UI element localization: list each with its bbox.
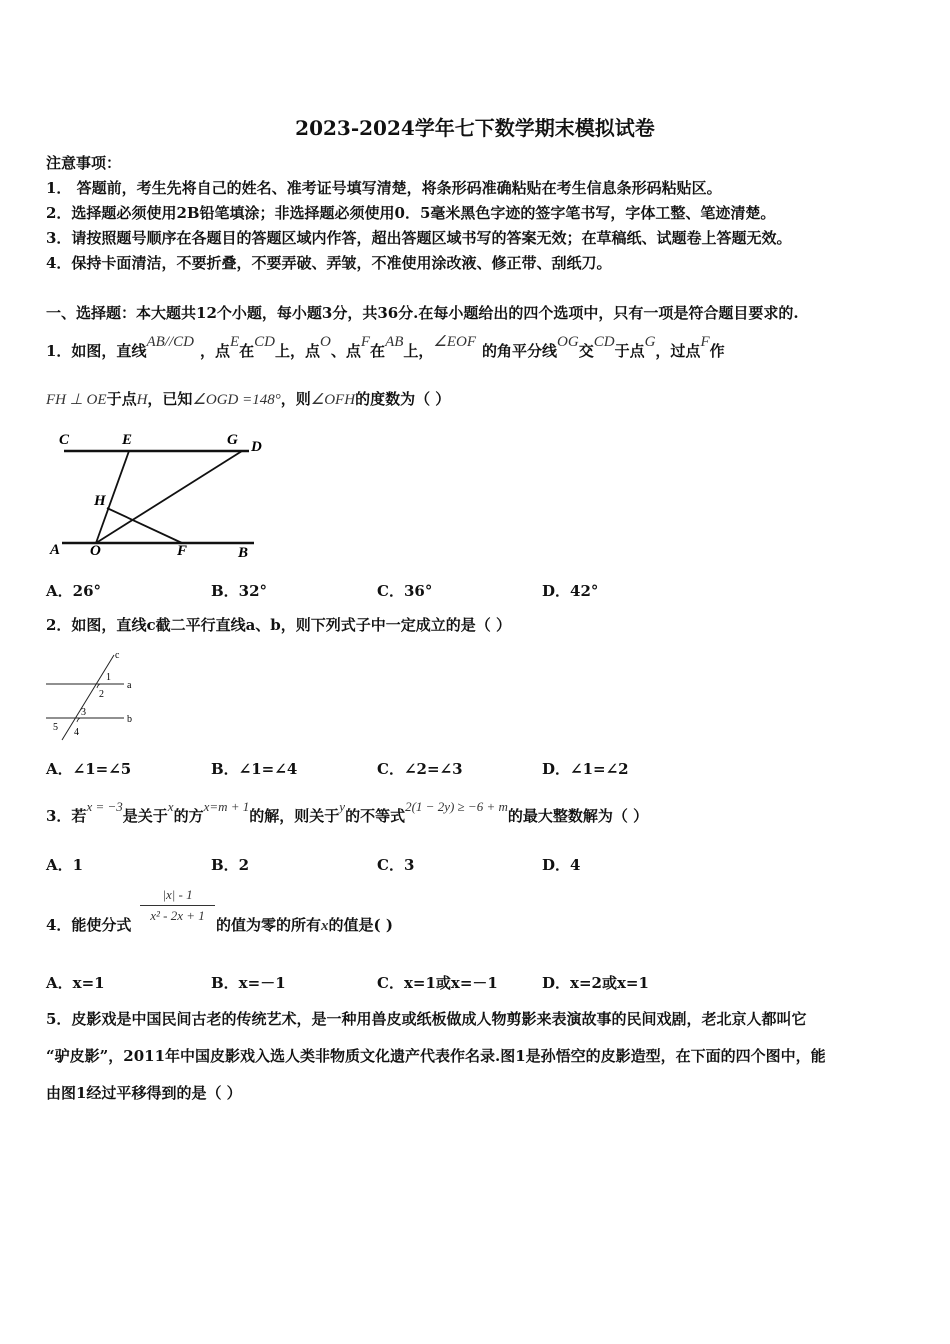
q3-option-d: D．4 [542, 856, 581, 874]
angle-arc-2 [97, 684, 100, 688]
q1-text: 于点 [106, 390, 137, 408]
q1-math: OG [557, 334, 579, 350]
q1-option-b: B．32° [211, 582, 268, 600]
label-a: A [50, 542, 61, 558]
q1-math: AB [385, 334, 404, 350]
q4-text: 的值是( ) [328, 916, 393, 934]
q4-option-a: A．x=1 [46, 974, 105, 992]
q1-math: ∠OGD =148° [192, 392, 281, 408]
q3-option-b: B．2 [211, 856, 250, 874]
q1-line1 [46, 334, 725, 361]
q2-figure [42, 650, 147, 742]
q3-math: 2(1 − 2y) ≥ −6 + m [405, 799, 508, 814]
q1-math: F [360, 334, 371, 350]
label-c: c [115, 650, 120, 661]
q1-text: ，则 [280, 390, 311, 408]
q1-text: 1．如图，直线 [46, 342, 147, 360]
q3-math: x=m + 1 [203, 799, 250, 814]
q4-numerator: |x| - 1 [140, 886, 215, 906]
note-item-4: 4．保持卡面清洁，不要折叠，不要弄破、弄皱，不准使用涂改液、修正带、刮纸刀。 [46, 254, 612, 272]
label-b: B [238, 545, 249, 561]
q1-option-c: C．36° [377, 582, 433, 600]
label-e: E [122, 432, 133, 448]
q1-math: H [136, 392, 148, 408]
q3-text: 3．若 [46, 807, 87, 825]
q1-math: F [700, 334, 710, 350]
label-3: 3 [81, 707, 86, 718]
label-d: D [251, 439, 262, 455]
q3-option-c: C．3 [377, 856, 415, 874]
q3-math: y [339, 799, 346, 814]
q4-option-c: C．x=1或x=－1 [377, 974, 498, 992]
q1-math: ∠EOF [433, 334, 477, 350]
label-h: H [94, 493, 106, 509]
q4-text-2 [216, 914, 393, 935]
page-title: 2023-2024学年七下数学期末模拟试卷 [295, 116, 655, 140]
label-b: b [127, 714, 132, 725]
q3-math: x [167, 799, 174, 814]
note-item-1: 1． 答题前，考生先将自己的姓名、准考证号填写清楚，将条形码准确粘贴在考生信息条形码粘贴区。 [46, 179, 722, 197]
q1-math: ∠OFH [310, 392, 356, 408]
q5-line-1: 5．皮影戏是中国民间古老的传统艺术，是一种用兽皮或纸板做成人物剪影来表演故事的民间戏剧，老北京人都叫它 [46, 1010, 807, 1028]
notes-heading: 注意事项： [46, 154, 122, 172]
q1-math: E [229, 334, 240, 350]
q1-text: 在 [239, 342, 255, 360]
q3-text: 的最大整数解为（ ） [507, 807, 649, 825]
q2-option-b: B．∠1=∠4 [211, 760, 298, 778]
label-g: G [227, 432, 238, 448]
q1-text: 上， [403, 342, 434, 360]
q1-math: FH ⊥ OE [46, 392, 107, 408]
q2-text: 2．如图，直线c截二平行直线a、b，则下列式子中一定成立的是（ ） [46, 616, 512, 634]
q5-line-2: “驴皮影”，2011年中国皮影戏入选人类非物质文化遗产代表作名录.图1是孙悟空的皮影造型，在下面的四个图中，能 [46, 1047, 826, 1065]
q1-math: G [644, 334, 656, 350]
angle-arc-3 [77, 718, 80, 722]
q3-text: 的方 [173, 807, 204, 825]
q4-option-d: D．x=2或x=1 [542, 974, 649, 992]
label-a: a [127, 680, 132, 691]
q4-math: x [321, 918, 329, 934]
q1-text: 作 [709, 342, 725, 360]
q3-line [46, 799, 649, 826]
line-og [96, 451, 242, 543]
q4-denominator: x² - 2x + 1 [150, 908, 205, 923]
q2-option-a: A．∠1=∠5 [46, 760, 132, 778]
q1-text: ，过点 [655, 342, 701, 360]
label-c: C [59, 432, 70, 448]
q1-figure [44, 428, 284, 563]
label-4: 4 [74, 727, 79, 738]
label-5: 5 [53, 722, 58, 733]
q3-text: 的解，则关于 [249, 807, 340, 825]
section-heading: 一、选择题：本大题共12个小题，每小题3分，共36分.在每小题给出的四个选项中，只有一项是符合题目要求的. [46, 304, 799, 322]
q1-text: ，点 [199, 342, 230, 360]
q1-option-a: A．26° [46, 582, 102, 600]
q4-text-1: 4．能使分式 [46, 916, 132, 934]
q1-text: 上，点 [275, 342, 321, 360]
q2-option-d: D．∠1=∠2 [542, 760, 629, 778]
q1-math: CD [593, 334, 615, 350]
q1-text: ，已知 [147, 390, 193, 408]
label-1: 1 [106, 672, 111, 683]
q4-option-b: B．x=－1 [211, 974, 286, 992]
q1-math: O [320, 334, 331, 350]
q1-text: 在 [370, 342, 386, 360]
q1-math: AB//CD [146, 334, 194, 350]
line-c [62, 655, 114, 740]
q1-line2 [46, 388, 450, 409]
label-2: 2 [99, 689, 104, 700]
q2-option-c: C．∠2=∠3 [377, 760, 463, 778]
label-o: O [90, 543, 101, 559]
q1-math: CD [254, 334, 275, 350]
q4-text: 的值为零的所有 [216, 916, 322, 934]
q4-fraction [140, 886, 215, 924]
q5-line-3: 由图1经过平移得到的是（ ） [46, 1084, 242, 1102]
q1-text: 交 [578, 342, 594, 360]
note-item-2: 2．选择题必须使用2B铅笔填涂；非选择题必须使用0．5毫米黑色字迹的签字笔书写，字体工整、笔迹清楚。 [46, 204, 776, 222]
q3-text: 是关于 [122, 807, 168, 825]
q1-text: 、点 [330, 342, 361, 360]
note-item-3: 3．请按照题号顺序在各题目的答题区域内作答，超出答题区域书写的答案无效；在草稿纸、试题卷上答题无效。 [46, 229, 792, 247]
q3-math: x = −3 [86, 799, 123, 814]
q3-option-a: A．1 [46, 856, 84, 874]
label-f: F [177, 543, 188, 559]
q1-text: 于点 [614, 342, 645, 360]
q3-text: 的不等式 [345, 807, 406, 825]
q1-text: 的度数为（ ） [355, 390, 451, 408]
q1-text: 的角平分线 [482, 342, 558, 360]
q1-option-d: D．42° [542, 582, 599, 600]
